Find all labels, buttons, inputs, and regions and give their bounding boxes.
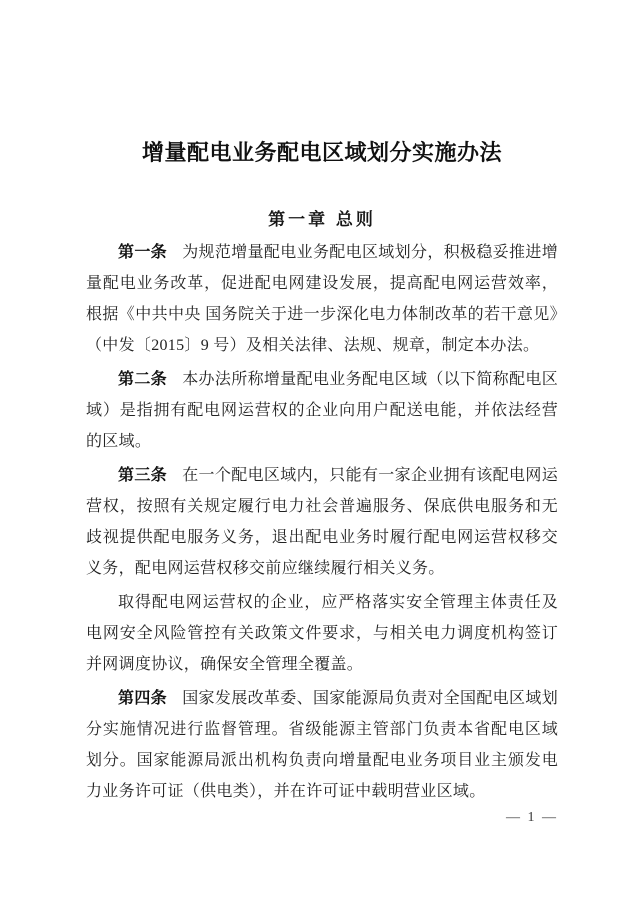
chapter-heading: 第一章 总则	[268, 210, 376, 229]
paragraph-article-4	[86, 683, 558, 807]
article-1-number: 第一条	[118, 244, 168, 261]
paragraph-article-3	[86, 460, 558, 584]
document-body	[86, 237, 558, 807]
paragraph-article-3-continuation	[86, 587, 558, 680]
document-title: 增量配电业务配电区域划分实施办法	[141, 140, 502, 165]
article-4-number: 第四条	[118, 690, 168, 707]
article-4-text: 国家发展改革委、国家能源局负责对全国配电区域划分实施情况进行监督管理。省级能源主管部门负责本省配电区域划分。国家能源局派出机构负责向增量配电业务项目业主颁发电力业务许可证（供电类），并在许可证中载明营业区域。	[86, 690, 558, 800]
paragraph-article-2	[86, 364, 558, 457]
paragraph-article-1	[86, 237, 558, 361]
article-3-continuation-text: 取得配电网运营权的企业，应严格落实安全管理主体责任及电网安全风险管控有关政策文件要求，与相关电力调度机构签订并网调度协议，确保安全管理全覆盖。	[86, 594, 558, 673]
page-number: — 1 —	[506, 810, 558, 825]
article-3-number: 第三条	[118, 467, 168, 484]
article-2-text: 本办法所称增量配电业务配电区域（以下简称配电区域）是指拥有配电网运营权的企业向用户配送电能，并依法经营的区域。	[86, 371, 558, 450]
article-3-text: 在一个配电区域内，只能有一家企业拥有该配电网运营权，按照有关规定履行电力社会普遍服务、保底供电服务和无歧视提供配电服务义务，退出配电业务时履行配电网运营权移交义务，配电网运营权移交前应继续履行相关义务。	[86, 467, 558, 577]
article-1-text: 为规范增量配电业务配电区域划分，积极稳妥推进增量配电业务改革，促进配电网建设发展，提高配电网运营效率，根据《中共中央 国务院关于进一步深化电力体制改革的若干意见》（中发〔2015〕9 号）及相关法律、法规、规章，制定本办法。	[86, 244, 558, 354]
article-2-number: 第二条	[118, 371, 168, 388]
